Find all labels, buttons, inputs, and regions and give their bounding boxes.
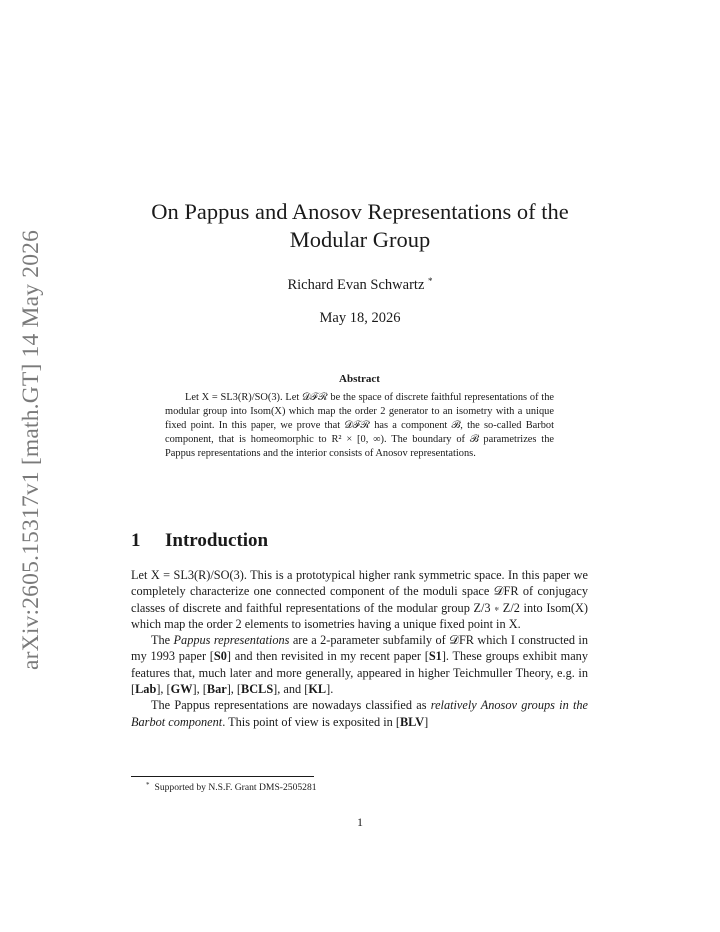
paragraph-2: The Pappus representations are a 2-parameter subfamily of 𝒟FR which I constructed in my 1993 paper [S0] and then revisited in my recent paper [S1]. These groups exhibit many features that, much later and more generally, appeared in higher Teichmuller Theory, e.g. in [Lab], [GW], [Bar], [BCLS], and [KL]. <box>131 633 588 697</box>
section-number: 1 <box>131 530 141 551</box>
section-title: Introduction <box>165 530 269 551</box>
citation-link[interactable]: S1 <box>428 649 442 664</box>
footnote <box>146 781 317 793</box>
section-heading <box>131 530 268 552</box>
emphasis-term: Pappus representations <box>173 633 290 648</box>
section-body <box>131 567 588 730</box>
paper-title: On Pappus and Anosov Representations of the Modular Group <box>151 199 569 252</box>
page-number: 1 <box>357 815 363 829</box>
abstract-text: Let X = SL3(R)/SO(3). Let 𝒟ℱℛ be the space of discrete faithful representations of the modular group into Isom(X) which map the order 2 generator to an isometry with a unique fixed point. In this paper, we prove that 𝒟ℱℛ has a component ℬ, the so-called Barbot component, that is homeomorphic to R² × [0, ∞). The boundary of ℬ parametrizes the Pappus representations and the interior consists of Anosov representations. <box>165 392 554 459</box>
citation-link[interactable]: Bar <box>206 682 227 697</box>
citation-link[interactable]: S0 <box>213 649 227 664</box>
citation-link[interactable]: BLV <box>399 714 425 729</box>
arxiv-identifier[interactable]: arXiv:2605.15317v1 [math.GT] 14 May 2026 <box>18 229 44 670</box>
footnote-divider <box>131 776 314 777</box>
paragraph-1: Let X = SL3(R)/SO(3). This is a prototypical higher rank symmetric space. In this paper we completely characterize one connected component of the moduli space 𝒟FR of conjugacy classes of discrete and faithful representations of the modular group Z/3 ∗ Z/2 into Isom(X) which map the order 2 elements to isometries having a unique fixed point in X. <box>131 568 588 631</box>
footnote-mark: * <box>146 781 150 789</box>
citation-link[interactable]: KL <box>308 682 327 697</box>
author-line <box>120 276 600 294</box>
paper-date: May 18, 2026 <box>319 310 401 326</box>
citation-link[interactable]: Lab <box>135 682 157 697</box>
footnote-text: Supported by N.S.F. Grant DMS-2505281 <box>154 782 317 793</box>
citation-link[interactable]: GW <box>170 682 193 697</box>
author-footnote-mark[interactable]: * <box>428 276 433 286</box>
abstract-heading: Abstract <box>339 373 380 385</box>
paragraph-3: The Pappus representations are nowadays classified as relatively Anosov groups in the Barbot component. This point of view is exposited in [BLV] <box>131 698 589 729</box>
emphasis-term: relatively Anosov groups in the Barbot component <box>131 698 589 729</box>
citation-link[interactable]: BCLS <box>241 682 274 697</box>
author-name: Richard Evan Schwartz <box>287 277 425 293</box>
